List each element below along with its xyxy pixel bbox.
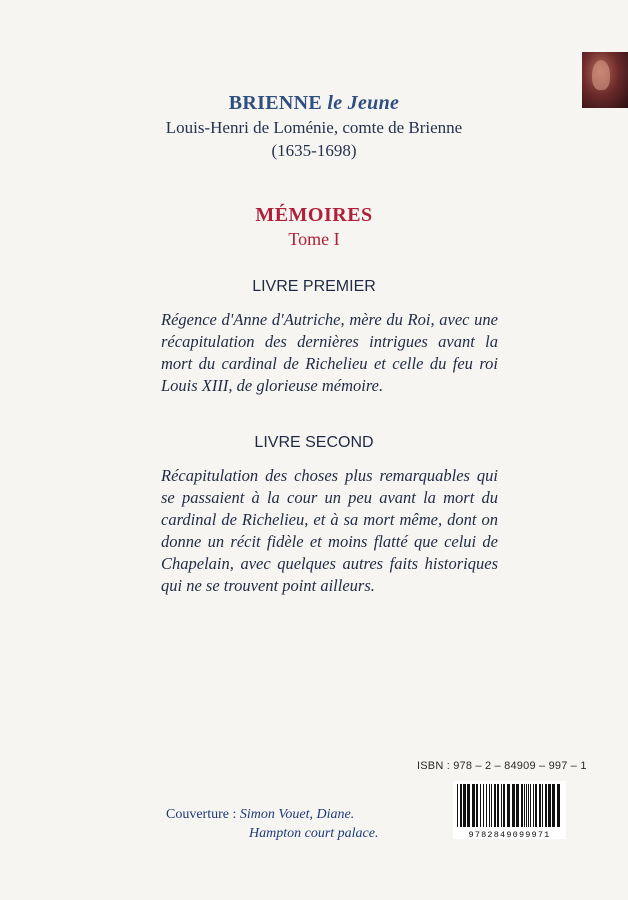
- barcode-bar: [533, 784, 534, 827]
- author-full-name: Louis-Henri de Loménie, comte de Brienne: [165, 118, 463, 137]
- cover-credit-location: Hampton court palace.: [249, 826, 379, 841]
- barcode-bar: [530, 784, 531, 827]
- cover-credit-artwork: Simon Vouet, Diane.: [239, 807, 355, 822]
- barcode-bar: [542, 784, 543, 827]
- author-epithet: le Jeune: [327, 92, 400, 114]
- cover-credit-label: Couverture :: [166, 807, 240, 822]
- work-block: [0, 204, 628, 250]
- author-block: [0, 92, 628, 161]
- barcode-bar: [483, 784, 484, 827]
- barcode-bar: [552, 784, 555, 827]
- section-summary-livre-second: Récapitulation des choses plus remarquables qui se passaient à la cour un peu avant la mort du cardinal de Richelieu, et à sa mort même, dont on donne un récit fidèle et moins flatté que celui de Chapelain, avec quelques autres faits historiques qui ne se trouvent point ailleurs.: [161, 466, 498, 595]
- barcode-bar: [524, 784, 525, 827]
- work-title: MÉMOIRES: [255, 204, 373, 226]
- barcode-bar: [497, 784, 499, 827]
- barcode-bar: [491, 784, 492, 827]
- barcode-bar: [539, 784, 541, 827]
- barcode-bar: [521, 784, 523, 827]
- work-volume: Tome I: [288, 229, 340, 249]
- barcode-bar: [507, 784, 510, 827]
- isbn-label: ISBN : 978 – 2 – 84909 – 997 – 1: [417, 760, 587, 772]
- barcode-bar: [476, 784, 478, 827]
- barcode-bar: [480, 784, 481, 827]
- barcode-bar: [457, 784, 458, 827]
- barcode-bar: [526, 784, 527, 827]
- barcode-bar: [528, 784, 529, 827]
- barcode-digits: 9782849099971: [468, 830, 551, 839]
- barcode-bar: [460, 784, 462, 827]
- barcode-bar: [494, 784, 496, 827]
- author-name: [0, 92, 628, 115]
- barcode-bar: [535, 784, 537, 827]
- section-heading-livre-premier: LIVRE PREMIER: [252, 278, 376, 295]
- barcode-bar: [472, 784, 475, 827]
- barcode-bar: [486, 784, 487, 827]
- barcode-bar: [548, 784, 551, 827]
- barcode-bar: [557, 784, 560, 827]
- barcode-bar: [489, 784, 490, 827]
- section-summary-livre-premier: Régence d'Anne d'Autriche, mère du Roi, avec une récapitulation des dernières intrigues avant la mort du cardinal de Richelieu et celle du feu roi Louis XIII, de glorieuse mémoire.: [161, 310, 498, 395]
- section-heading-livre-second: LIVRE SECOND: [254, 434, 374, 451]
- cover-credit: [166, 805, 396, 843]
- barcode-graphic: [453, 781, 566, 839]
- author-surname: BRIENNE: [228, 92, 323, 114]
- isbn-barcode: [453, 781, 566, 839]
- barcode-bar: [463, 784, 466, 827]
- author-dates: (1635-1698): [271, 141, 357, 160]
- barcode-bar: [503, 784, 505, 827]
- barcode-bar: [545, 784, 547, 827]
- barcode-bar: [516, 784, 519, 827]
- barcode-bar: [501, 784, 502, 827]
- barcode-bar: [467, 784, 470, 827]
- barcode-bar: [512, 784, 515, 827]
